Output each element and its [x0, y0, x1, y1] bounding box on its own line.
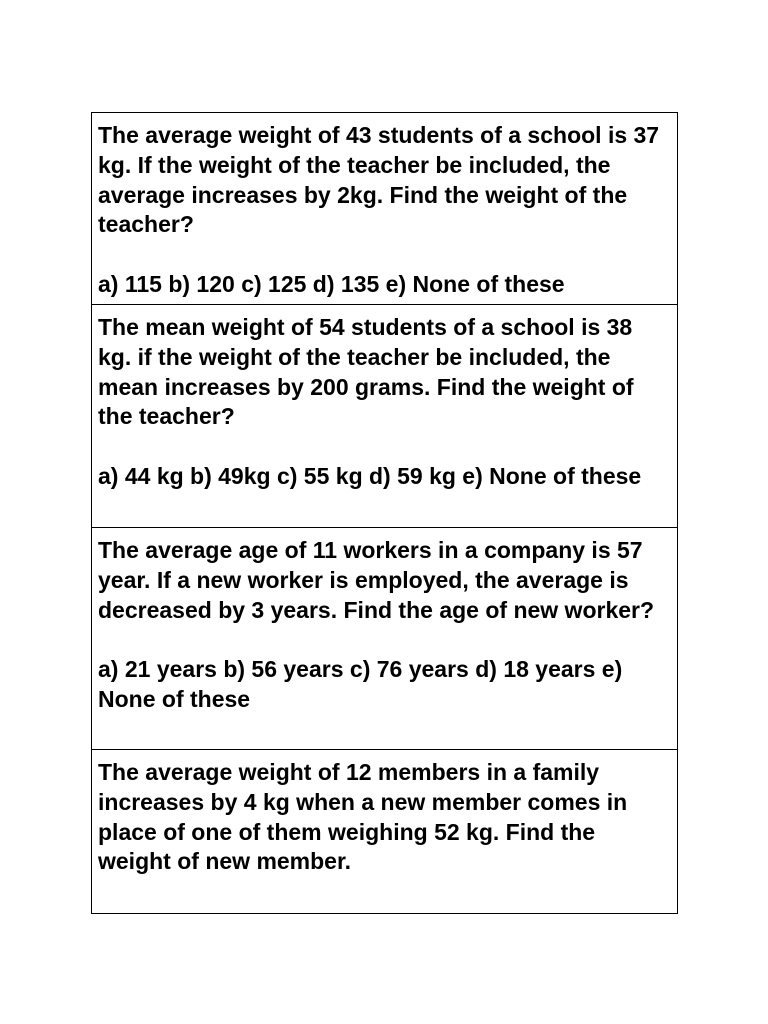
question-text-2: The mean weight of 54 students of a school is 38 kg. if the weight of the teacher be included, the mean increases by 200 grams. Find the weight of the teacher?	[98, 314, 634, 430]
question-cell-3	[92, 528, 677, 750]
question-table	[91, 112, 678, 914]
question-cell-4	[92, 750, 677, 913]
question-text-4: The average weight of 12 members in a family increases by 4 kg when a new member comes in place of one of them weighing 52 kg. Find the weight of new member.	[98, 759, 628, 875]
spacer	[98, 432, 671, 462]
answer-options-2: a) 44 kg b) 49kg c) 55 kg d) 59 kg e) None of these	[98, 462, 642, 489]
question-text-3: The average age of 11 workers in a company is 57 year. If a new worker is employed, the average is decreased by 3 years. Find the age of new worker?	[98, 537, 655, 623]
spacer	[98, 240, 671, 270]
question-cell-1	[92, 113, 677, 305]
question-text-1: The average weight of 43 students of a school is 37 kg. If the weight of the teacher be included, the average increases by 2kg. Find the weight of the teacher?	[98, 122, 660, 238]
spacer	[98, 625, 671, 655]
answer-options-1: a) 115 b) 120 c) 125 d) 135 e) None of these	[98, 270, 565, 297]
question-cell-2	[92, 305, 677, 528]
answer-options-3: a) 21 years b) 56 years c) 76 years d) 18 years e) None of these	[98, 656, 623, 712]
